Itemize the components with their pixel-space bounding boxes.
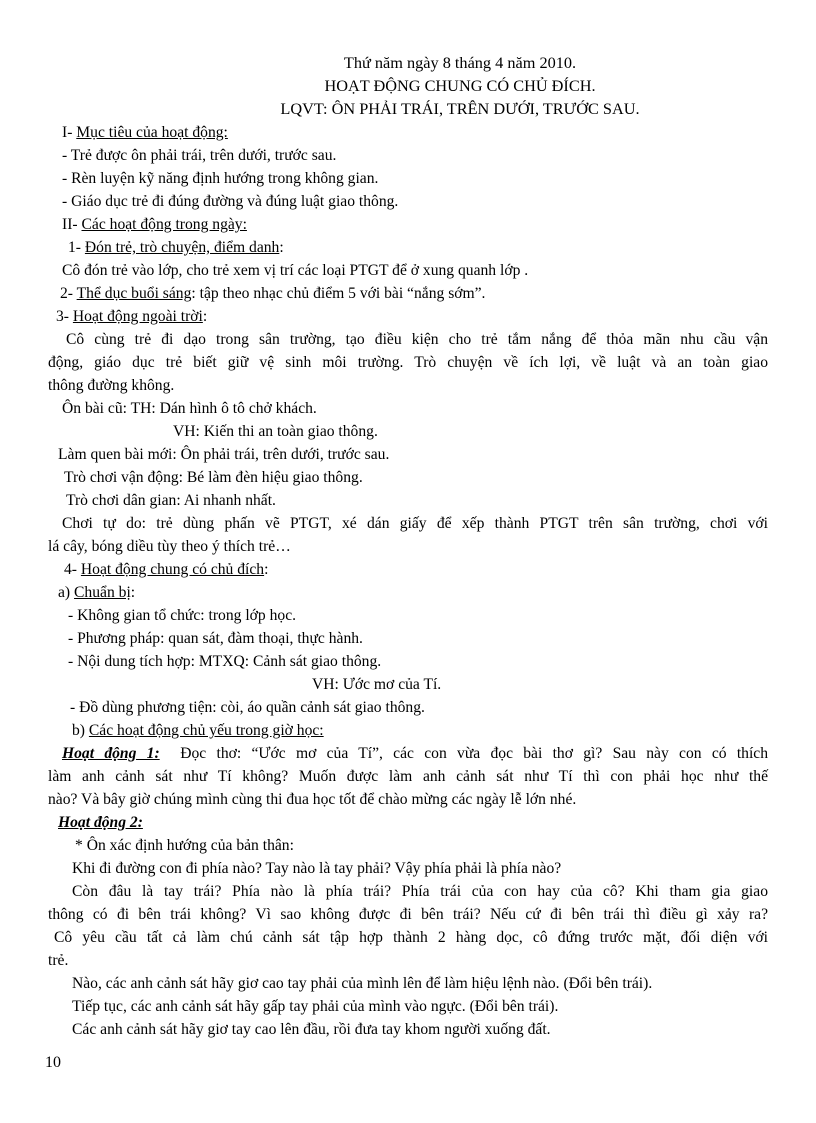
prep-title: Chuẩn bị — [74, 584, 131, 601]
free-play-line: lá cây, bóng diều tùy theo ý thích trẻ… — [48, 538, 291, 555]
activity-1-number: 1- — [68, 239, 81, 256]
outdoor-paragraph-line: Cô cùng trẻ đi dạo trong sân trường, tạo điều kiện cho trẻ tắm nắng để thỏa mãn nhu cầu vận — [66, 331, 768, 348]
direction-review: * Ôn xác định hướng của bản thân: — [75, 837, 294, 854]
command-line: Các anh cảnh sát hãy giơ tay cao lên đầu, rồi đưa tay khom người xuống đất. — [72, 1021, 551, 1038]
activity-one-label: Hoạt động 1: — [62, 745, 160, 762]
activity-4-title: Hoạt động chung có chủ đích — [80, 561, 265, 578]
activity-2-title: Thể dục buổi sáng — [76, 285, 192, 302]
objective-item: - Giáo dục trẻ đi đúng đường và đúng luật giao thông. — [62, 193, 399, 210]
prep-label: a) — [58, 584, 71, 601]
instruction-line: trẻ. — [48, 952, 69, 969]
activity-4-colon: : — [264, 561, 269, 578]
main-activities-title: Các hoạt động chủ yếu trong giờ học: — [88, 722, 324, 739]
activity-3-number: 3- — [56, 308, 69, 325]
review-old-lesson-vh: VH: Kiến thi an toàn giao thông. — [173, 423, 378, 440]
objective-item: - Trẻ được ôn phải trái, trên dưới, trước sau. — [62, 147, 337, 164]
objective-item: - Rèn luyện kỹ năng định hướng trong không gian. — [62, 170, 379, 187]
activity-3-title: Hoạt động ngoài trời — [72, 308, 203, 325]
activity-two-heading — [58, 812, 143, 833]
prep-item: - Đồ dùng phương tiện: còi, áo quần cảnh sát giao thông. — [70, 699, 425, 716]
activity-one-line: nào? Và bây giờ chúng mình cùng thi đua học tốt để chào mừng các ngày lễ lớn nhé. — [48, 791, 577, 808]
activity-one-line — [62, 743, 768, 764]
activity-1-title: Đón trẻ, trò chuyện, điểm danh — [84, 239, 280, 256]
review-old-lesson: Ôn bài cũ: TH: Dán hình ô tô chở khách. — [62, 400, 317, 417]
activity-one-line: làm anh cảnh sát như Tí không? Muốn được làm anh cảnh sát như Tí thì con phải học như thế — [48, 768, 768, 785]
activity-4-number: 4- — [64, 561, 77, 578]
activity-2-number: 2- — [60, 285, 73, 302]
prep-item-vh: VH: Ước mơ của Tí. — [312, 676, 442, 693]
activity-4-heading — [64, 559, 268, 580]
page-number: 10 — [45, 1054, 61, 1071]
lesson-subtitle: LQVT: ÔN PHẢI TRÁI, TRÊN DƯỚI, TRƯỚC SAU. — [280, 99, 640, 118]
question-line: Khi đi đường con đi phía nào? Tay nào là tay phải? Vậy phía phải là phía nào? — [72, 860, 562, 877]
activity-1-colon: : — [279, 239, 284, 256]
motor-game: Trò chơi vận động: Bé làm đèn hiệu giao thông. — [64, 469, 363, 486]
free-play-line: Chơi tự do: trẻ dùng phấn vẽ PTGT, xé dán giấy để xếp thành PTGT trên sân trường, chơi với — [62, 515, 768, 532]
command-line: Nào, các anh cảnh sát hãy giơ cao tay phải của mình lên để làm hiệu lệnh nào. (Đổi bên trái). — [72, 975, 653, 992]
outdoor-paragraph-line: động, giáo dục trẻ biết giữ vệ sinh môi trường. Trò chuyện về ích lợi, về luật và an toàn giao — [48, 354, 768, 371]
activity-3-colon: : — [202, 308, 208, 325]
prep-item: - Không gian tổ chức: trong lớp học. — [68, 607, 297, 624]
activity-two-label: Hoạt động 2: — [58, 814, 143, 831]
prep-item: - Nội dung tích hợp: MTXQ: Cảnh sát giao thông. — [68, 653, 382, 670]
prep-colon: : — [130, 584, 136, 601]
prep-item: - Phương pháp: quan sát, đàm thoại, thực hành. — [68, 630, 363, 647]
main-activities-heading — [72, 720, 324, 741]
section-2-heading — [62, 214, 247, 235]
date-line: Thứ năm ngày 8 tháng 4 năm 2010. — [343, 53, 577, 72]
section-1-title: Mục tiêu của hoạt động: — [76, 124, 228, 141]
activity-2-text: : tập theo nhạc chủ điểm 5 với bài “nắng sớm”. — [191, 285, 486, 302]
section-1-heading — [62, 122, 228, 143]
prep-heading — [58, 582, 135, 603]
activity-1-heading — [68, 237, 284, 258]
question-line: Còn đâu là tay trái? Phía nào là phía trái? Phía trái của con hay của cô? Khi tham gia giao — [72, 883, 768, 900]
section-1-number: I- — [62, 124, 73, 141]
activity-title: HOẠT ĐỘNG CHUNG CÓ CHỦ ĐÍCH. — [324, 76, 596, 95]
command-line: Tiếp tục, các anh cảnh sát hãy gấp tay phải của mình vào ngực. (Đổi bên trái). — [72, 998, 559, 1015]
outdoor-paragraph-line: thông đường không. — [48, 377, 175, 394]
activity-one-text: Đọc thơ: “Ước mơ của Tí”, các con vừa đọc bài thơ gì? Sau này con có thích — [180, 745, 769, 762]
activity-1-text: Cô đón trẻ vào lớp, cho trẻ xem vị trí các loại PTGT để ở xung quanh lớp . — [62, 262, 529, 279]
activity-2-line — [60, 283, 485, 304]
section-2-title: Các hoạt động trong ngày: — [81, 216, 247, 233]
question-line: thông có đi bên trái không? Vì sao không được đi bên trái? Nếu cứ đi bên trái thì điều gì xảy ra? — [48, 906, 768, 923]
new-lesson: Làm quen bài mới: Ôn phải trái, trên dưới, trước sau. — [58, 446, 390, 463]
activity-3-heading — [56, 306, 207, 327]
instruction-line: Cô yêu cầu tất cả làm chú cảnh sát tập hợp thành 2 hàng dọc, cô đứng trước mặt, đối diện với — [54, 929, 768, 946]
folk-game: Trò chơi dân gian: Ai nhanh nhất. — [66, 492, 276, 509]
main-activities-label: b) — [72, 722, 85, 739]
section-2-number: II- — [62, 216, 78, 233]
